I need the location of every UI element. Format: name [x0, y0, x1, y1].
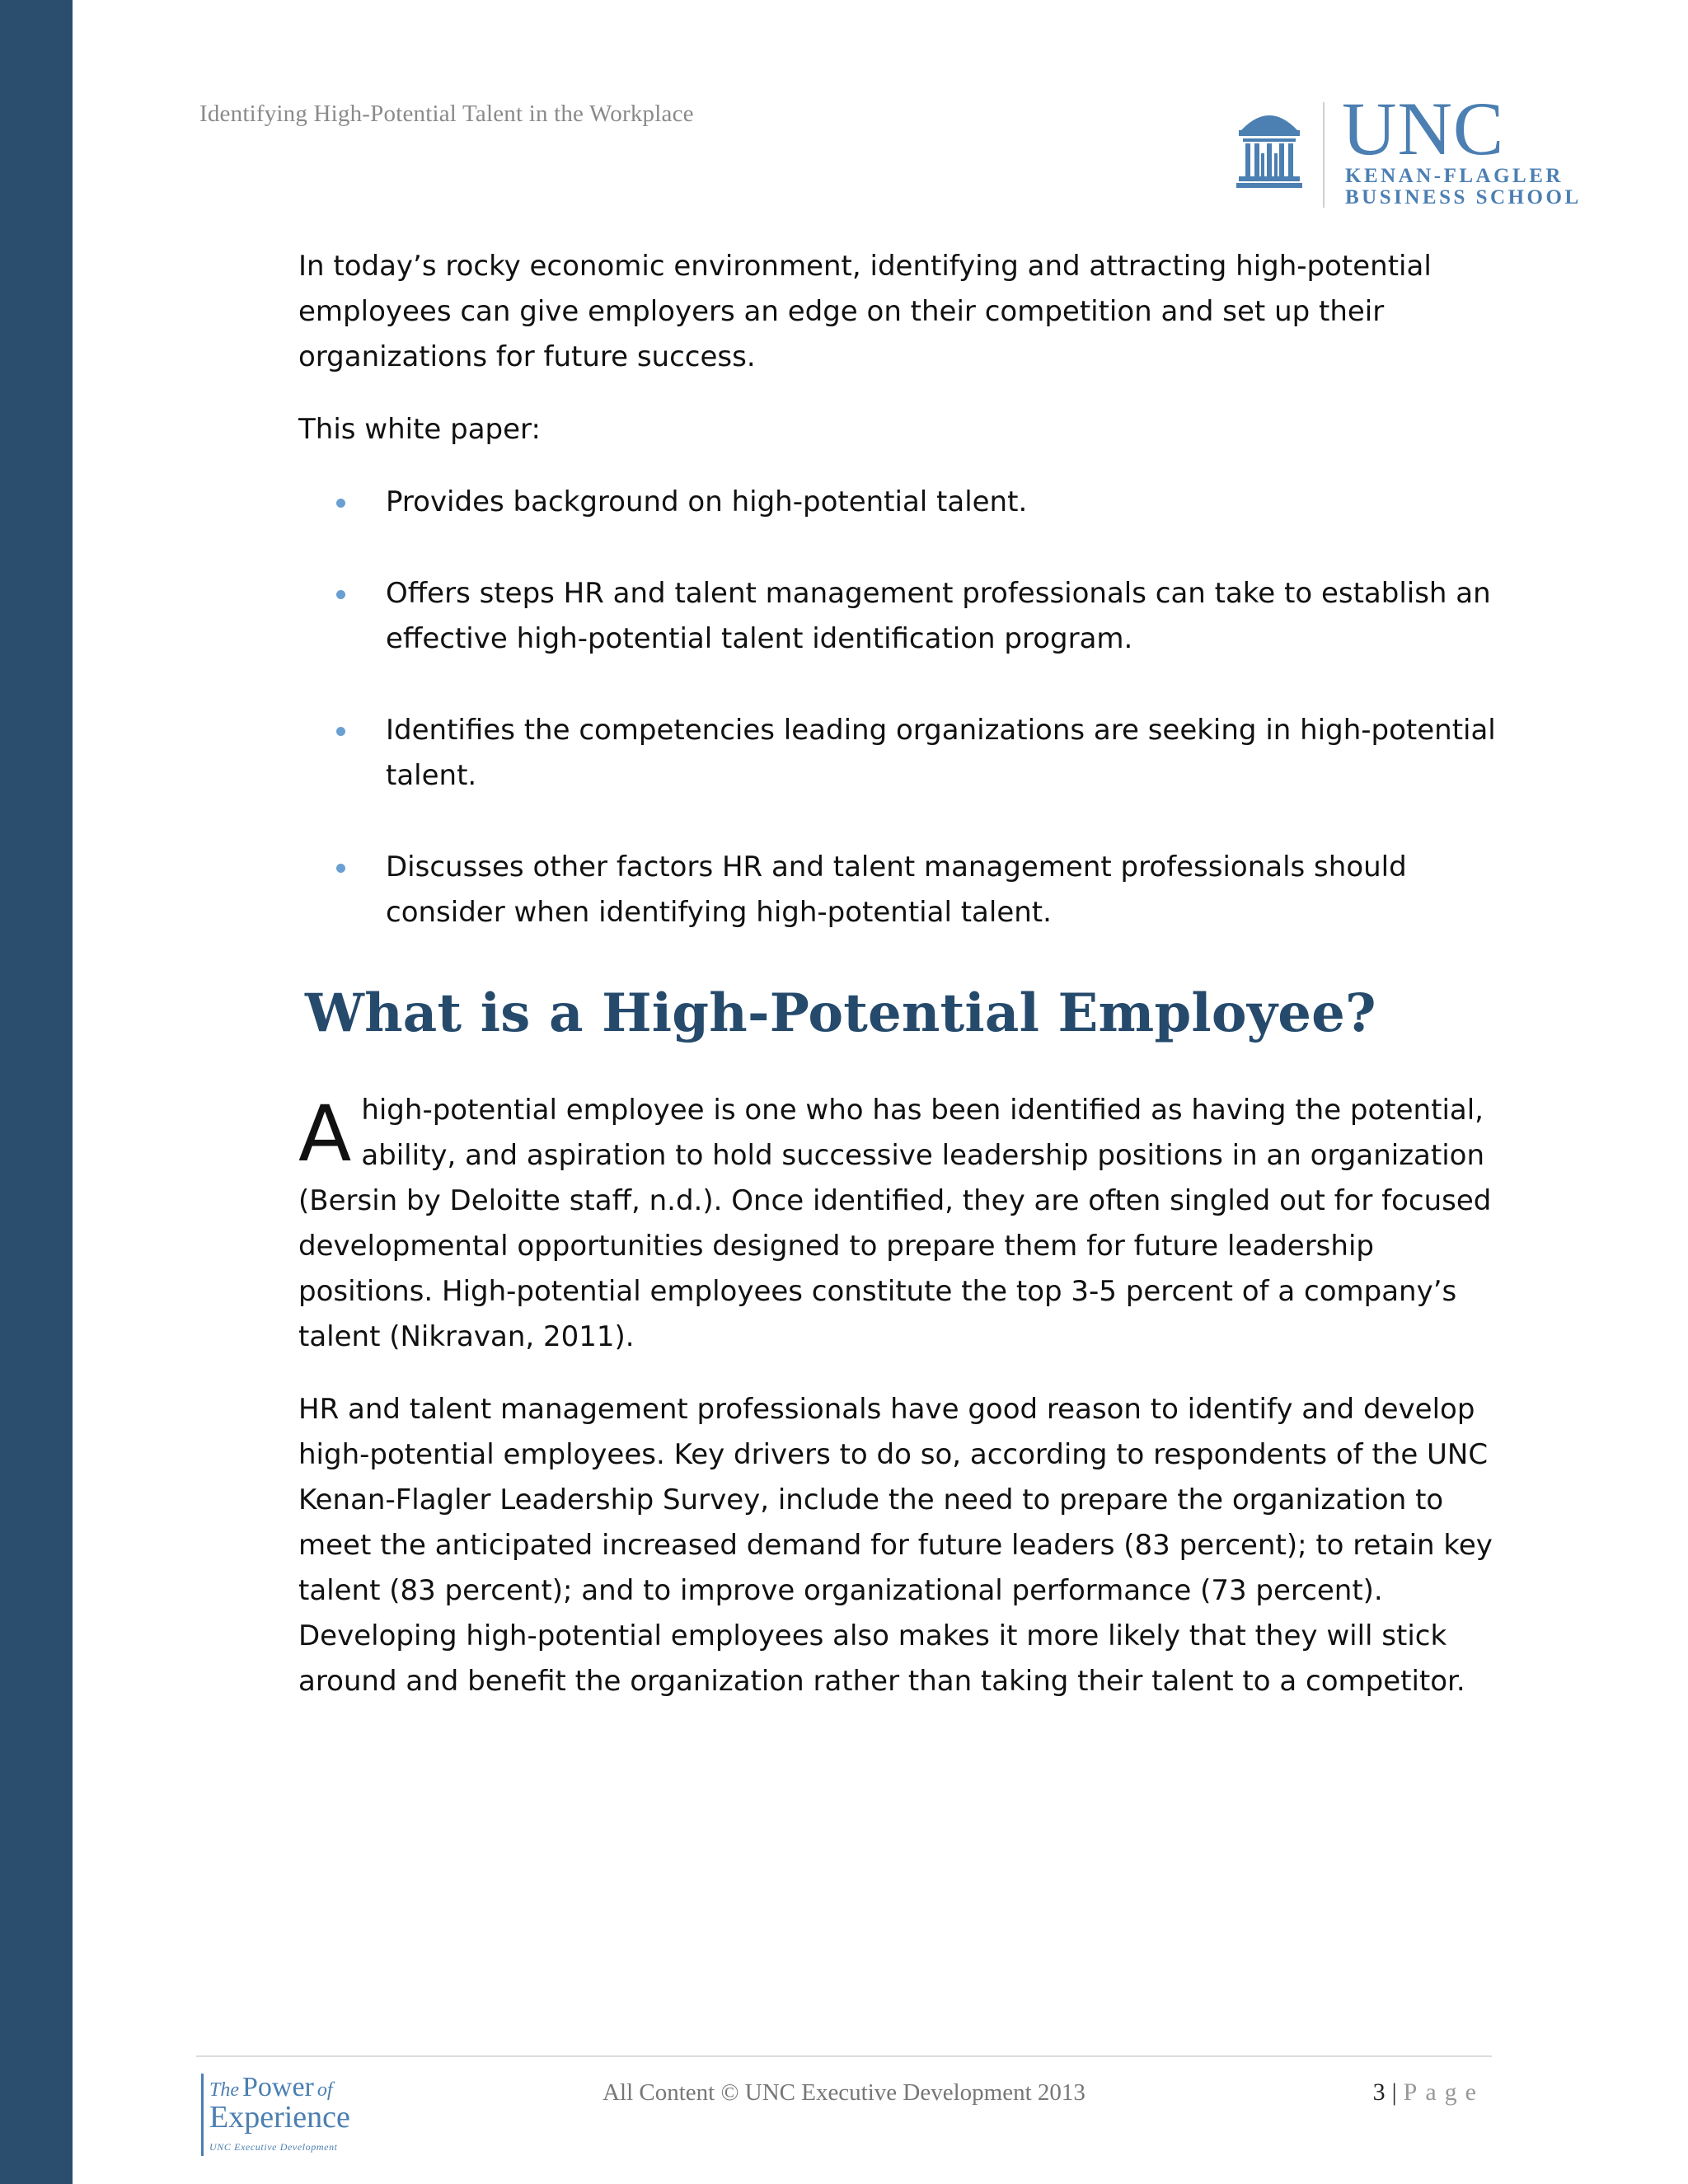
list-item: [298, 571, 1502, 662]
footer-logo-line-1: The Power of: [209, 2072, 333, 2102]
definition-paragraph: [298, 1088, 1502, 1360]
footer-logo-experience: Experience: [209, 2100, 350, 2135]
page-number-value: 3: [1372, 2079, 1386, 2106]
page-word: Page: [1403, 2079, 1484, 2106]
list-item: [298, 708, 1502, 799]
logo-school-line-1: KENAN-FLAGLER: [1345, 165, 1564, 187]
drop-cap: A: [298, 1090, 352, 1180]
page-body: [298, 244, 1502, 1732]
white-paper-bullet-list: [298, 480, 1502, 935]
footer-logo-subtitle: UNC Executive Development: [209, 2141, 338, 2153]
old-well-icon: [1236, 104, 1302, 190]
list-item: [298, 845, 1502, 935]
list-item-text: Discusses other factors HR and talent management professionals should consider when identifying high-potential talent.: [386, 851, 1407, 929]
page-number: [1373, 2079, 1484, 2107]
left-accent-bar: [0, 0, 73, 2184]
intro-lead: This white paper:: [298, 413, 541, 446]
logo-divider: [1323, 102, 1325, 208]
section-heading: What is a High-Potential Employee?: [305, 982, 1376, 1044]
bullet-dot-icon: [336, 590, 345, 599]
footer-copyright: All Content © UNC Executive Development 2013: [603, 2079, 1085, 2106]
list-item-text: Offers steps HR and talent management professionals can take to establish an effective high-potential talent identification program.: [386, 577, 1491, 655]
bullet-dot-icon: [336, 499, 345, 508]
bullet-dot-icon: [336, 727, 345, 736]
list-item: [298, 480, 1502, 525]
footer-divider: [196, 2055, 1492, 2057]
page-number-separator: |: [1391, 2079, 1397, 2106]
unc-kenan-flagler-logo: [1236, 87, 1599, 213]
intro-paragraph: In today’s rocky economic environment, identifying and attracting high-potential employees can give employers an edge on their competition and set up their organizations for future success.: [298, 250, 1432, 373]
bullet-dot-icon: [336, 864, 345, 873]
list-item-text: Provides background on high-potential talent.: [386, 485, 1028, 518]
logo-unc-wordmark: UNC: [1342, 87, 1505, 171]
logo-school-line-2: BUSINESS SCHOOL: [1345, 186, 1582, 209]
definition-paragraph-text: high-potential employee is one who has been identified as having the potential, ability, and aspiration to hold successive leadership positions in an organization (Bersin by Deloitte staff, n.d.). Once identified, they are often singled out for focused developmental opportunities designed to prepare them for future leadership positions. High-potential employees constitute the top 3-5 percent of a company’s talent (Nikravan, 2011).: [298, 1094, 1492, 1354]
running-header: Identifying High-Potential Talent in the Workplace: [199, 101, 694, 127]
drivers-paragraph: HR and talent management professionals have good reason to identify and develop high-potential employees. Key drivers to do so, according to respondents of the UNC Kenan-Flagler Leadership Survey, include the need to prepare the organization to meet the anticipated increased demand for future leaders (83 percent); to retain key talent (83 percent); and to improve organizational performance (73 percent). Developing high-potential employees also makes it more likely that they will stick around and benefit the organization rather than taking their talent to a competitor.: [298, 1393, 1493, 1699]
list-item-text: Identifies the competencies leading organizations are seeking in high-potential talent.: [386, 714, 1496, 792]
